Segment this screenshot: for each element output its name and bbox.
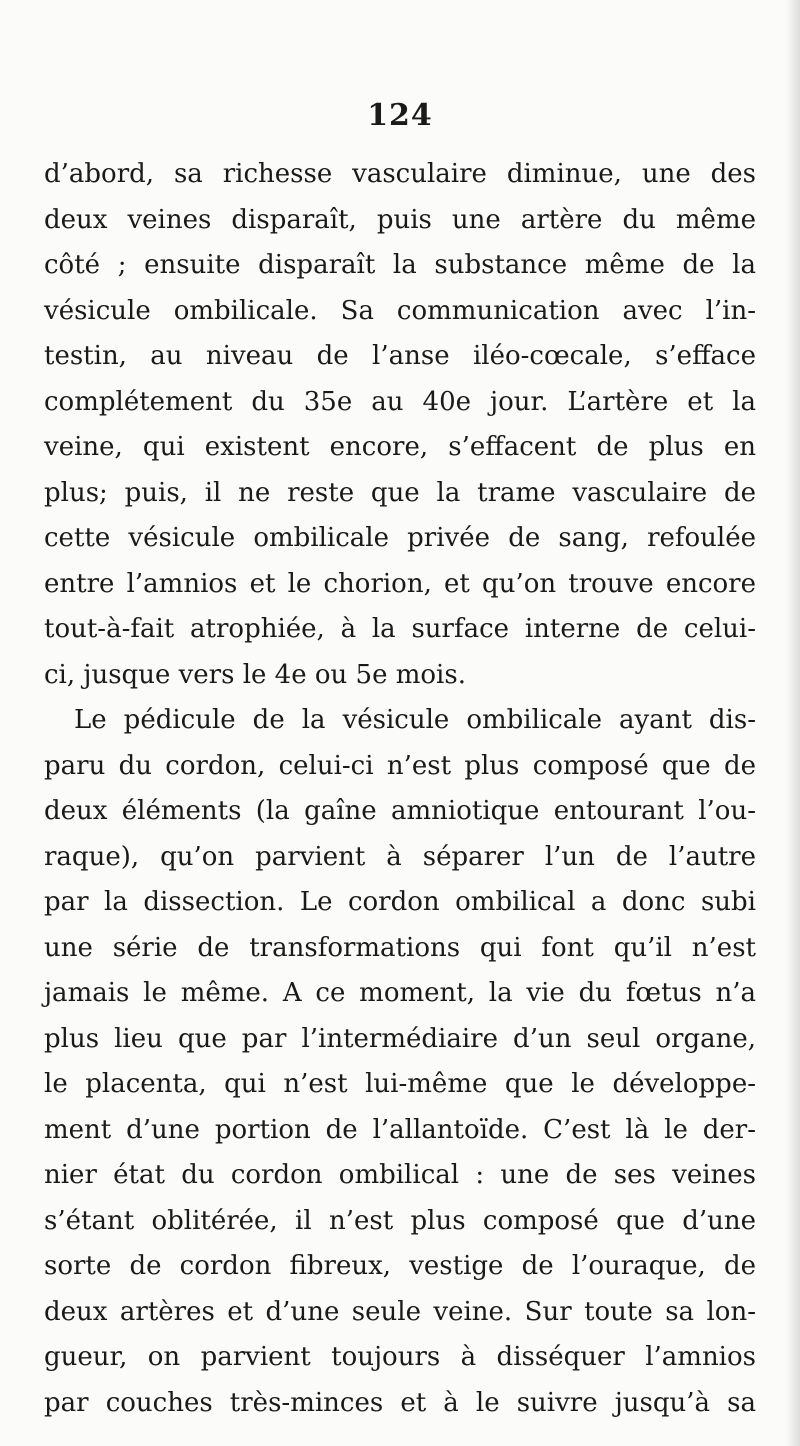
page-number: 124	[367, 98, 433, 133]
text-line-28: par couches très-minces et à le suivre jusqu’à sa	[44, 1387, 756, 1418]
text-line-17: par la dissection. Le cordon ombilical a donc subi	[44, 887, 756, 917]
text-line-3: côté ; ensuite disparaît la substance même de la	[44, 250, 756, 280]
text-line-24: s’étant oblitérée, il n’est plus composé que d’une	[44, 1205, 756, 1236]
text-line-4: vésicule ombilicale. Sa communication avec l’in-	[44, 295, 756, 326]
body-text	[44, 152, 756, 1426]
text-line-18: une série de transformations qui font qu’il n’est	[44, 932, 756, 963]
text-line-26: deux artères et d’une seule veine. Sur toute sa lon-	[44, 1296, 756, 1327]
text-line-7: veine, qui existent encore, s’effacent de plus en	[44, 432, 756, 462]
text-line-10: entre l’amnios et le chorion, et qu’on trouve encore	[44, 568, 756, 599]
text-line-19: jamais le même. A ce moment, la vie du fœtus n’a	[44, 978, 756, 1008]
page-edge-shadow	[786, 0, 800, 1446]
text-line-9: cette vésicule ombilicale privée de sang, refoulée	[44, 523, 756, 553]
text-line-22: ment d’une portion de l’allantoïde. C’est là le der-	[44, 1114, 756, 1145]
text-line-16: raque), qu’on parvient à séparer l’un de l’autre	[44, 841, 756, 872]
text-line-25: sorte de cordon fibreux, vestige de l’ouraque, de	[44, 1251, 756, 1281]
text-line-13: Le pédicule de la vésicule ombilicale ayant dis-	[74, 705, 756, 735]
text-line-15: deux éléments (la gaîne amniotique entourant l’ou-	[44, 796, 756, 826]
text-line-5: testin, au niveau de l’anse iléo-cœcale, s’efface	[44, 341, 756, 371]
text-line-23: nier état du cordon ombilical : une de ses veines	[44, 1160, 756, 1190]
text-line-2: deux veines disparaît, puis une artère du même	[44, 204, 756, 235]
text-line-11: tout-à-fait atrophiée, à la surface interne de celui-	[44, 614, 756, 644]
text-line-27: gueur, on parvient toujours à disséquer l’amnios	[44, 1342, 756, 1372]
text-line-8: plus; puis, il ne reste que la trame vasculaire de	[44, 477, 756, 508]
text-line-21: le placenta, qui n’est lui-même que le développe-	[44, 1069, 756, 1099]
text-line-14: paru du cordon, celui-ci n’est plus composé que de	[44, 750, 756, 781]
text-line-1: d’abord, sa richesse vasculaire diminue, une des	[44, 159, 756, 189]
text-line-20: plus lieu que par l’intermédiaire d’un seul organe,	[44, 1023, 756, 1054]
text-line-12: ci, jusque vers le 4e ou 5e mois.	[44, 659, 466, 690]
text-line-6: complétement du 35e au 40e jour. L’artère et la	[44, 386, 756, 417]
